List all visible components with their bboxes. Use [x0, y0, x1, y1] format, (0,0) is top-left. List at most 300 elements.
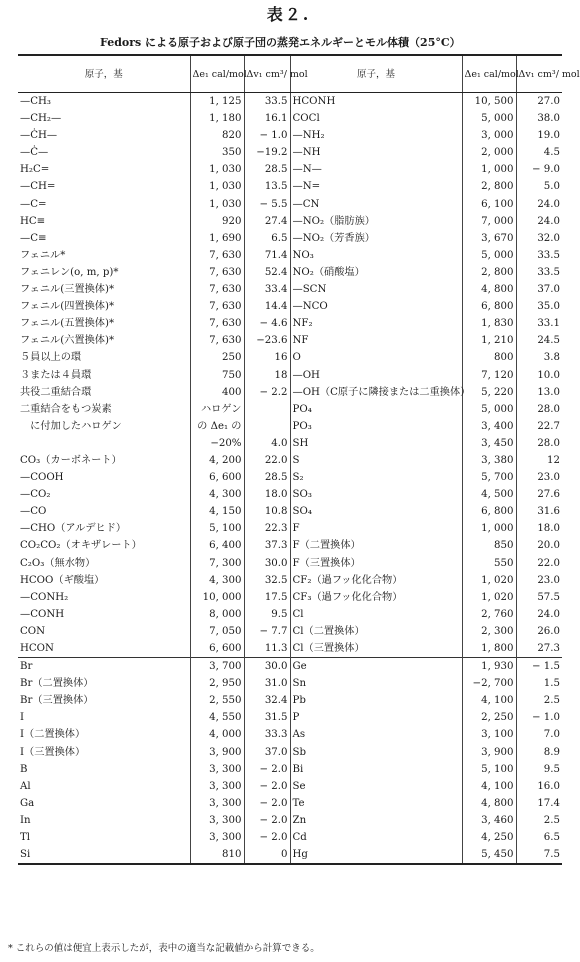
cell-volume-2: 26.0	[516, 623, 562, 640]
cell-energy-2: 3, 100	[462, 726, 516, 743]
cell-volume-2: 12	[516, 452, 562, 469]
cell-volume: 0	[244, 846, 290, 864]
cell-volume: − 2.0	[244, 812, 290, 829]
cell-energy-2: 4, 250	[462, 829, 516, 846]
cell-group: —COOH	[20, 472, 64, 484]
table-row	[18, 606, 562, 623]
cell-volume-2: 18.0	[516, 520, 562, 537]
cell-volume: 22.0	[244, 452, 290, 469]
cell-volume: 16	[244, 349, 290, 366]
table-row	[18, 503, 562, 520]
table-row	[18, 452, 562, 469]
table-row	[18, 178, 562, 195]
cell-group: CO₂CO₂（オキザレート）	[20, 540, 142, 552]
cell-energy-2: 4, 800	[462, 281, 516, 298]
cell-group: フェニレン(o, m, p)*	[20, 266, 119, 278]
evaporation-energy-table	[18, 54, 580, 865]
cell-energy: ハロゲン	[190, 401, 244, 418]
cell-energy-2: 1, 000	[462, 520, 516, 537]
cell-volume-2: 16.0	[516, 778, 562, 795]
cell-volume-2: 1.5	[516, 675, 562, 692]
cell-group: I（二置換体）	[20, 729, 86, 741]
cell-group-2: Cl（三置換体）	[290, 640, 462, 658]
cell-volume: −19.2	[244, 144, 290, 161]
cell-volume: 37.3	[244, 537, 290, 554]
cell-group-2: SO₄	[290, 503, 462, 520]
cell-volume-2: 33.1	[516, 315, 562, 332]
cell-volume	[244, 401, 290, 418]
table-row	[18, 281, 562, 298]
header-energy: Δe₁ cal/mol	[190, 55, 244, 93]
cell-energy-2: 3, 380	[462, 452, 516, 469]
table-row	[18, 332, 562, 349]
cell-group: Ga	[20, 797, 35, 809]
cell-volume-2: 2.5	[516, 812, 562, 829]
cell-group: Br（三置換体）	[20, 695, 94, 707]
cell-volume: − 2.0	[244, 795, 290, 812]
cell-volume: − 2.0	[244, 761, 290, 778]
table-row	[18, 572, 562, 589]
cell-volume-2: 3.8	[516, 349, 562, 366]
cell-group: Al	[20, 780, 31, 792]
cell-energy-2: 5, 450	[462, 846, 516, 864]
cell-volume: 71.4	[244, 247, 290, 264]
cell-energy-2: 2, 760	[462, 606, 516, 623]
cell-volume-2: 22.7	[516, 418, 562, 435]
cell-group-2: Hg	[290, 846, 462, 864]
cell-energy: 7, 630	[190, 264, 244, 281]
cell-group: ５員以上の環	[20, 352, 82, 364]
cell-volume: − 5.5	[244, 196, 290, 213]
cell-group: —CO₂	[20, 489, 51, 501]
cell-group-2: —SCN	[290, 281, 462, 298]
table-row	[18, 692, 562, 709]
cell-group: —ĊH—	[20, 130, 58, 142]
cell-group: C₂O₃（無水物）	[20, 557, 96, 569]
table-row	[18, 829, 562, 846]
cell-volume: − 7.7	[244, 623, 290, 640]
cell-volume-2: − 9.0	[516, 161, 562, 178]
table-row	[18, 315, 562, 332]
cell-volume-2: 20.0	[516, 537, 562, 554]
cell-group: Br（二置換体）	[20, 678, 94, 690]
cell-energy-2: 1, 020	[462, 589, 516, 606]
cell-energy-2: −2, 700	[462, 675, 516, 692]
cell-energy: 2, 550	[190, 692, 244, 709]
cell-group: フェニル(五置換体)*	[20, 318, 115, 330]
table-row	[18, 213, 562, 230]
cell-energy: 6, 600	[190, 640, 244, 658]
cell-group: —CH=	[20, 181, 56, 193]
cell-energy: 1, 690	[190, 230, 244, 247]
cell-group-2: —OH	[290, 367, 462, 384]
cell-group: —CHO（アルデヒド）	[20, 523, 127, 535]
cell-energy-2: 6, 800	[462, 503, 516, 520]
cell-group-2: S	[290, 452, 462, 469]
cell-volume: 4.0	[244, 435, 290, 452]
cell-energy: 10, 000	[190, 589, 244, 606]
cell-volume-2: 32.0	[516, 230, 562, 247]
cell-energy-2: 5, 000	[462, 247, 516, 264]
cell-volume: 18	[244, 367, 290, 384]
table-number: 表２.	[266, 5, 311, 24]
cell-energy: 7, 630	[190, 315, 244, 332]
cell-energy-2: 5, 700	[462, 469, 516, 486]
cell-group: HCON	[20, 643, 54, 654]
cell-volume: 37.0	[244, 744, 290, 761]
table-row	[18, 846, 562, 864]
table-row	[18, 520, 562, 537]
cell-energy: 1, 030	[190, 161, 244, 178]
cell-group: —CH₂—	[20, 113, 62, 125]
cell-volume: − 2.2	[244, 384, 290, 401]
cell-energy: 7, 300	[190, 555, 244, 572]
cell-energy-2: 3, 450	[462, 435, 516, 452]
table-row	[18, 110, 562, 127]
cell-volume: 33.4	[244, 281, 290, 298]
cell-energy: 750	[190, 367, 244, 384]
cell-volume: 9.5	[244, 606, 290, 623]
cell-volume-2: 23.0	[516, 469, 562, 486]
cell-energy: 4, 550	[190, 709, 244, 726]
cell-energy-2: 3, 900	[462, 744, 516, 761]
cell-volume: − 2.0	[244, 829, 290, 846]
cell-group: —CO	[20, 506, 47, 518]
table-row	[18, 144, 562, 161]
table-header-row	[18, 55, 562, 93]
cell-volume: 22.3	[244, 520, 290, 537]
cell-group-2: Bi	[290, 761, 462, 778]
cell-group-2: —NO₂（芳香族）	[290, 230, 462, 247]
cell-group: I（三置換体）	[20, 746, 86, 758]
cell-group: Br	[18, 658, 190, 676]
cell-energy: 3, 900	[190, 744, 244, 761]
cell-energy: 920	[190, 213, 244, 230]
cell-energy: 6, 600	[190, 469, 244, 486]
cell-group-2: NO₃	[290, 247, 462, 264]
cell-energy-2: 1, 830	[462, 315, 516, 332]
cell-group-2: Pb	[290, 692, 462, 709]
cell-energy-2: 1, 800	[462, 640, 516, 658]
cell-energy: 4, 300	[190, 486, 244, 503]
cell-group-2: —OH（C原子に隣接または二重換体）	[290, 384, 462, 401]
cell-group-2: Te	[290, 795, 462, 812]
cell-group-2: PO₃	[290, 418, 462, 435]
header-energy-2: Δe₁ cal/mol	[462, 55, 516, 93]
cell-group-2: HCONH	[290, 93, 462, 111]
table-row	[18, 161, 562, 178]
cell-volume: 52.4	[244, 264, 290, 281]
cell-group-2: COCl	[290, 110, 462, 127]
cell-group-2: NO₂（硝酸塩）	[290, 264, 462, 281]
cell-volume-2: 19.0	[516, 127, 562, 144]
table-row	[18, 555, 562, 572]
cell-group: ３または４員環	[20, 369, 92, 381]
cell-energy-2: 4, 100	[462, 692, 516, 709]
table-row	[18, 196, 562, 213]
cell-volume: − 2.0	[244, 778, 290, 795]
cell-energy-2: 6, 100	[462, 196, 516, 213]
table-row	[18, 709, 562, 726]
cell-group: フェニル(四置換体)*	[20, 301, 115, 313]
cell-energy: 5, 100	[190, 520, 244, 537]
cell-group-2: Zn	[290, 812, 462, 829]
cell-energy: の Δe₁ の	[190, 418, 244, 435]
cell-energy-2: 3, 670	[462, 230, 516, 247]
cell-energy: 1, 180	[190, 110, 244, 127]
table-row	[18, 418, 562, 435]
cell-group-2: Cl	[290, 606, 462, 623]
table-row	[18, 623, 562, 640]
cell-energy: 7, 630	[190, 298, 244, 315]
cell-volume: − 4.6	[244, 315, 290, 332]
cell-volume-2: 9.5	[516, 761, 562, 778]
cell-group-2: —N=	[290, 178, 462, 195]
cell-group: 共役二重結合環	[20, 386, 92, 398]
cell-group-2: F（二置換体）	[290, 537, 462, 554]
cell-energy: 1, 030	[190, 196, 244, 213]
cell-group: —Ċ—	[20, 147, 49, 159]
table-row	[18, 640, 562, 658]
cell-volume-2: 35.0	[516, 298, 562, 315]
cell-group-2: F（三置換体）	[290, 555, 462, 572]
cell-energy: 350	[190, 144, 244, 161]
cell-group-2: —CN	[290, 196, 462, 213]
table-row	[18, 230, 562, 247]
cell-group-2: Sn	[290, 675, 462, 692]
cell-energy: −20%	[190, 435, 244, 452]
cell-energy: 250	[190, 349, 244, 366]
cell-group: フェニル*	[20, 249, 66, 261]
table-row	[18, 469, 562, 486]
cell-group: CO₃（カーボネート）	[20, 454, 122, 466]
cell-volume: 16.1	[244, 110, 290, 127]
cell-energy: 1, 030	[190, 178, 244, 195]
table-row	[18, 778, 562, 795]
cell-volume-2: 2.5	[516, 692, 562, 709]
cell-volume-2: 22.0	[516, 555, 562, 572]
cell-energy: 3, 300	[190, 761, 244, 778]
cell-volume-2: 4.5	[516, 144, 562, 161]
cell-energy-2: 800	[462, 349, 516, 366]
table-row	[18, 247, 562, 264]
cell-volume-2: 33.5	[516, 264, 562, 281]
cell-group-2: O	[290, 349, 462, 366]
cell-group: CON	[20, 625, 46, 637]
cell-volume-2: 7.5	[516, 846, 562, 864]
cell-volume: 33.3	[244, 726, 290, 743]
table-row	[18, 589, 562, 606]
cell-energy: 2, 950	[190, 675, 244, 692]
table-caption: Fedors による原子および原子団の蒸発エネルギーとモル体積（25°C）	[100, 36, 461, 49]
cell-group-2: CF₃（過フッ化化合物）	[290, 589, 462, 606]
table-row	[18, 401, 562, 418]
cell-volume: 32.4	[244, 692, 290, 709]
cell-energy-2: 2, 250	[462, 709, 516, 726]
cell-group: In	[20, 814, 31, 826]
cell-energy: 3, 300	[190, 829, 244, 846]
cell-energy: 810	[190, 846, 244, 864]
table-row	[18, 658, 562, 676]
cell-group-2: NF₂	[290, 315, 462, 332]
cell-energy-2: 550	[462, 555, 516, 572]
header-group-2: 原子，基	[290, 55, 462, 93]
cell-volume-2: 6.5	[516, 829, 562, 846]
cell-group-2: F	[290, 520, 462, 537]
cell-energy-2: 6, 800	[462, 298, 516, 315]
cell-volume-2: 27.0	[516, 93, 562, 111]
footnote: * これらの値は便宜上表示したが，表中の適当な記載値から計算できる。	[8, 943, 320, 954]
cell-volume: 30.0	[244, 555, 290, 572]
cell-energy: 7, 050	[190, 623, 244, 640]
cell-group: —C≡	[20, 232, 47, 244]
cell-group-2: CF₂（過フッ化化合物）	[290, 572, 462, 589]
cell-volume-2: 17.4	[516, 795, 562, 812]
cell-energy: 7, 630	[190, 332, 244, 349]
table-body	[18, 93, 562, 865]
cell-volume-2: 13.0	[516, 384, 562, 401]
cell-group: HCOO（ギ酸塩）	[20, 574, 105, 586]
cell-group-2: —N—	[290, 161, 462, 178]
cell-group: フェニル(三置換体)*	[20, 284, 115, 296]
cell-volume	[244, 418, 290, 435]
cell-group: —CH₃	[20, 96, 51, 107]
cell-volume-2: 57.5	[516, 589, 562, 606]
table-row	[18, 384, 562, 401]
cell-energy: 3, 300	[190, 795, 244, 812]
cell-energy: 820	[190, 127, 244, 144]
cell-volume-2: 8.9	[516, 744, 562, 761]
cell-volume: − 1.0	[244, 127, 290, 144]
cell-volume: 31.5	[244, 709, 290, 726]
table-row	[18, 675, 562, 692]
cell-group-2: P	[290, 709, 462, 726]
cell-group	[18, 435, 190, 452]
cell-group-2: —NCO	[290, 298, 462, 315]
cell-volume-2: 10.0	[516, 367, 562, 384]
cell-group: —CONH	[20, 608, 65, 620]
cell-energy-2: 5, 000	[462, 110, 516, 127]
cell-volume-2: 24.0	[516, 213, 562, 230]
cell-volume-2: 5.0	[516, 178, 562, 195]
cell-energy-2: 3, 460	[462, 812, 516, 829]
cell-volume: 17.5	[244, 589, 290, 606]
cell-group-2: —NO₂（脂肪族）	[290, 213, 462, 230]
cell-energy: 4, 200	[190, 452, 244, 469]
cell-energy: 4, 000	[190, 726, 244, 743]
cell-volume: 27.4	[244, 213, 290, 230]
cell-energy-2: 2, 800	[462, 264, 516, 281]
cell-volume-2: 24.0	[516, 606, 562, 623]
table-row	[18, 537, 562, 554]
table-row	[18, 486, 562, 503]
cell-volume-2: 24.5	[516, 332, 562, 349]
cell-volume-2: 24.0	[516, 196, 562, 213]
table-row	[18, 726, 562, 743]
cell-volume-2: 28.0	[516, 435, 562, 452]
cell-energy: 400	[190, 384, 244, 401]
cell-energy: 7, 630	[190, 281, 244, 298]
table-row	[18, 93, 562, 111]
cell-energy-2: 1, 210	[462, 332, 516, 349]
cell-energy: 4, 300	[190, 572, 244, 589]
cell-energy: 3, 700	[190, 658, 244, 676]
header-group: 原子，基	[18, 55, 190, 93]
cell-volume: 18.0	[244, 486, 290, 503]
cell-group: HC≡	[20, 215, 46, 227]
cell-group-2: —NH	[290, 144, 462, 161]
cell-volume: 33.5	[244, 93, 290, 111]
cell-group: Si	[18, 846, 190, 864]
cell-group: —C=	[20, 198, 47, 210]
table-row	[18, 367, 562, 384]
cell-group-2: —NH₂	[290, 127, 462, 144]
cell-group: Tl	[20, 832, 31, 844]
cell-group-2: SO₃	[290, 486, 462, 503]
cell-energy: 4, 150	[190, 503, 244, 520]
cell-energy: 3, 300	[190, 778, 244, 795]
cell-energy-2: 1, 000	[462, 161, 516, 178]
cell-group: H₂C=	[20, 164, 50, 176]
cell-volume: 6.5	[244, 230, 290, 247]
cell-energy-2: 2, 000	[462, 144, 516, 161]
table-row	[18, 744, 562, 761]
table-row	[18, 812, 562, 829]
cell-volume-2: 27.6	[516, 486, 562, 503]
cell-energy-2: 2, 800	[462, 178, 516, 195]
cell-energy-2: 1, 930	[462, 658, 516, 676]
cell-group-2: Se	[290, 778, 462, 795]
cell-energy-2: 7, 000	[462, 213, 516, 230]
cell-volume-2: 7.0	[516, 726, 562, 743]
cell-energy: 8, 000	[190, 606, 244, 623]
cell-group: I	[20, 712, 25, 724]
cell-energy-2: 10, 500	[462, 93, 516, 111]
cell-energy: 1, 125	[190, 93, 244, 111]
cell-energy-2: 4, 800	[462, 795, 516, 812]
cell-volume-2: 28.0	[516, 401, 562, 418]
cell-volume: 11.3	[244, 640, 290, 658]
table-row	[18, 795, 562, 812]
cell-volume: 14.4	[244, 298, 290, 315]
cell-group-2: Cd	[290, 829, 462, 846]
cell-energy-2: 3, 400	[462, 418, 516, 435]
cell-energy-2: 4, 100	[462, 778, 516, 795]
cell-energy-2: 5, 220	[462, 384, 516, 401]
cell-group-2: Sb	[290, 744, 462, 761]
cell-volume-2: 37.0	[516, 281, 562, 298]
cell-group-2: NF	[290, 332, 462, 349]
cell-volume-2: 31.6	[516, 503, 562, 520]
cell-group-2: S₂	[290, 469, 462, 486]
cell-group: —CONH₂	[20, 591, 69, 603]
cell-volume-2: − 1.5	[516, 658, 562, 676]
table-row	[18, 264, 562, 281]
cell-energy-2: 1, 020	[462, 572, 516, 589]
cell-group: フェニル(六置換体)*	[20, 335, 115, 347]
cell-volume: −23.6	[244, 332, 290, 349]
cell-volume-2: 38.0	[516, 110, 562, 127]
cell-group-2: Cl（二置換体）	[290, 623, 462, 640]
cell-volume: 10.8	[244, 503, 290, 520]
cell-energy: 3, 300	[190, 812, 244, 829]
header-volume-2: Δv₁ cm³/ mol	[516, 55, 562, 93]
cell-energy: 7, 630	[190, 247, 244, 264]
cell-volume-2: − 1.0	[516, 709, 562, 726]
cell-energy-2: 5, 000	[462, 401, 516, 418]
cell-volume: 13.5	[244, 178, 290, 195]
cell-volume: 32.5	[244, 572, 290, 589]
